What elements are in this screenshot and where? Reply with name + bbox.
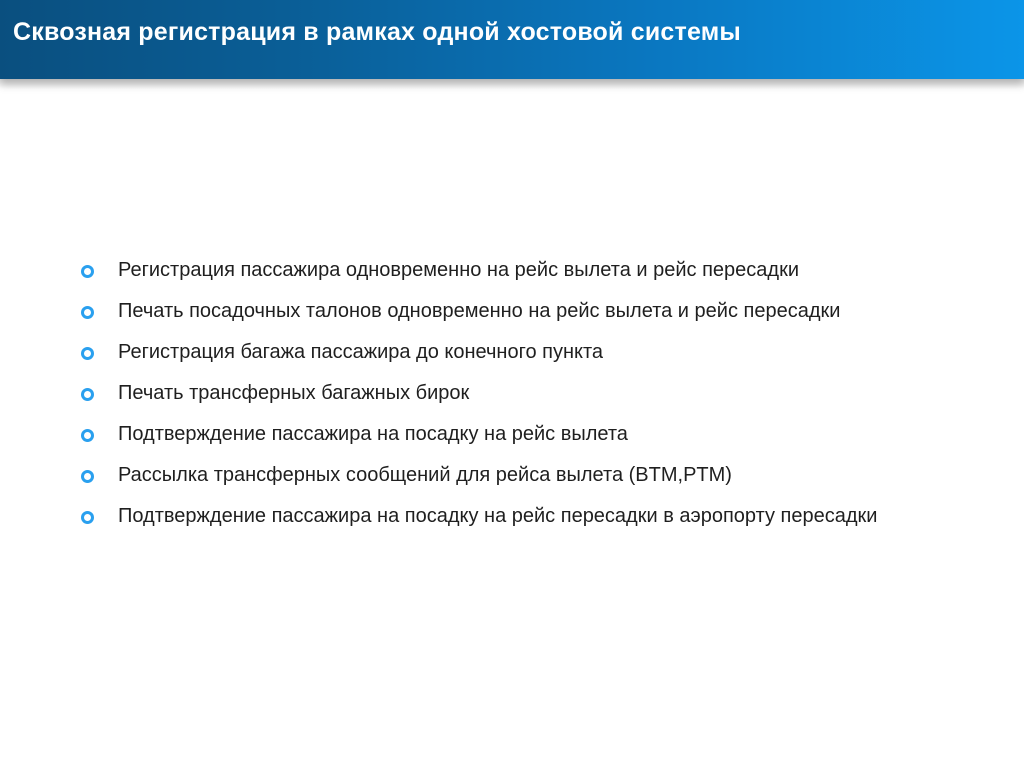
bullet-list [80,258,940,529]
bullet-text: Рассылка трансферных сообщений для рейса вылета (BTM,PTM) [118,464,732,486]
circle-bullet-icon [81,511,94,524]
bullet-text: Регистрация багажа пассажира до конечного пункта [118,341,604,363]
bullet-text: Регистрация пассажира одновременно на рейс вылета и рейс пересадки [118,259,799,281]
bullet-item [80,299,940,324]
circle-bullet-icon [81,470,94,483]
bullet-text: Печать посадочных талонов одновременно на рейс вылета и рейс пересадки [118,300,841,322]
slide-content [80,258,940,545]
circle-bullet-icon [81,265,94,278]
bullet-item [80,463,940,488]
bullet-item [80,422,940,447]
bullet-text: Подтверждение пассажира на посадку на рейс вылета [118,423,628,445]
circle-bullet-icon [81,429,94,442]
bullet-item [80,381,940,406]
bullet-item [80,258,940,283]
bullet-item [80,340,940,365]
circle-bullet-icon [81,306,94,319]
bullet-text: Печать трансферных багажных бирок [118,382,470,404]
slide-title: Сквозная регистрация в рамках одной хостовой системы [13,18,741,46]
circle-bullet-icon [81,347,94,360]
circle-bullet-icon [81,388,94,401]
title-bar [0,0,1024,79]
bullet-item [80,504,940,529]
bullet-text: Подтверждение пассажира на посадку на рейс пересадки в аэропорту пересадки [118,505,878,527]
